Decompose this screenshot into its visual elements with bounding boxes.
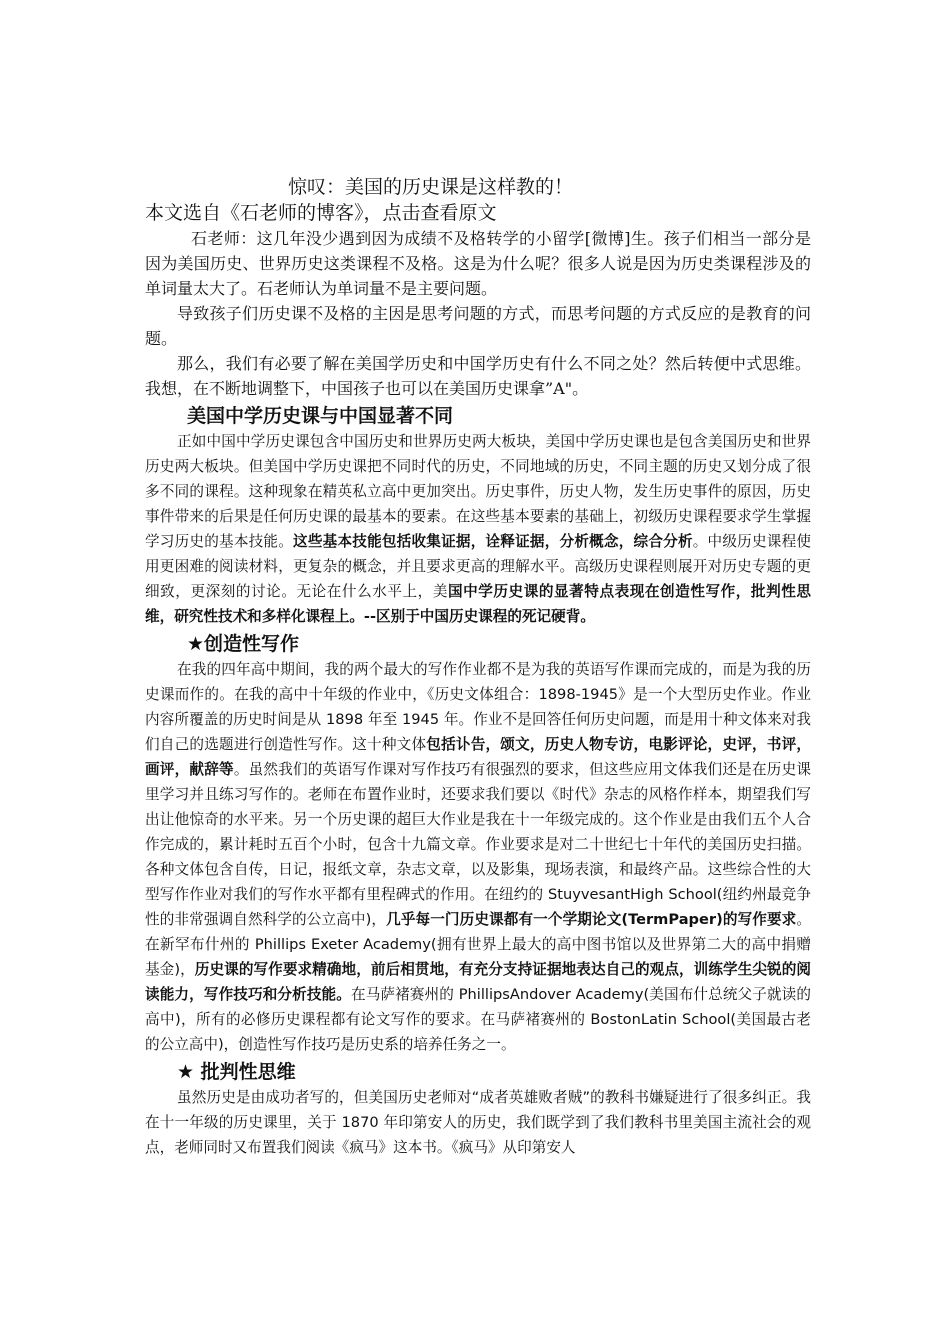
bold-text-run: 历史课的写作要求精确地，前后相贯地，有充分支持证据地表达自己的观点，训练学生尖锐的阅读能力，写作技巧和分析技能。 [145, 961, 811, 1003]
section-heading-creative-writing: ★创造性写作 [187, 633, 300, 655]
document-body [145, 174, 811, 1160]
intro-paragraph-2: 导致孩子们历史课不及格的主因是思考问题的方式，而思考问题的方式反应的是教育的问题。 [145, 304, 811, 348]
intro-paragraph-1: 石老师：这几年没少遇到因为成绩不及格转学的小留学[微博]生。孩子们相当一部分是因为美国历史、世界历史这类课程不及格。这是为什么呢？很多人说是因为历史类课程涉及的单词量太大了。石老师认为单词量不是主要问题。 [145, 229, 811, 298]
text-run: 正如中国中学历史课包含中国历史和世界历史两大板块，美国中学历史课也是包含美国历史和世界历史两大板块。但美国中学历史课把不同时代的历史，不同地域的历史，不同主题的历史又划分成了很多不同的课程。这种现象在精英私立高中更加突出。历史事件，历史人物，发生历史事件的原因，历史事件带来的后果是任何历史课的最基本的要素。在这些基本要素的基础上，初级历史课程要求学生掌握学习历史的基本技能。 [145, 433, 811, 550]
text-run: 在我的四年高中期间，我的两个最大的写作作业都不是为我的英语写作课而完成的，而是为我的历史课而作的。在我的高中十年级的作业中，《历史文体组合：1898-1945》是一个大型历史作业。作业内容所覆盖的历史时间是从 1898 年至 1945 年。作业不是回答任何历史问题，而是用十种文体来对我们自己的选题进行创造性写作。这十种文体 [145, 661, 811, 753]
text-run: 。在新罕布什州的 Phillips Exeter Academy(拥有世界上最大的高中图书馆以及世界第二大的高中捐赠基金)， [145, 911, 811, 978]
bold-text-run: 几乎每一门历史课都有一个学期论文(TermPaper)的写作要求 [386, 911, 797, 928]
section-creative-writing-paragraph [145, 657, 811, 1057]
section-differences-paragraph [145, 429, 811, 629]
bold-text-run: 国中学历史课的显著特点表现在创造性写作，批判性思维，研究性技术和多样化课程上。--区别于中国历史课程的死记硬背。 [145, 583, 811, 625]
intro-paragraph-3: 那么，我们有必要了解在美国学历史和中国学历史有什么不同之处？然后转便中式思维。我想，在不断地调整下，中国孩子也可以在美国历史课拿”A"。 [145, 354, 811, 398]
bold-text-run: 包括讣告，颂文，历史人物专访，电影评论，史评，书评，画评，献辞等 [145, 736, 811, 778]
section-critical-thinking-paragraph: 虽然历史是由成功者写的，但美国历史老师对“成者英雄败者贼”的教科书嫌疑进行了很多纠正。我在十一年级的历史课里，关于 1870 年印第安人的历史，我们既学到了我们教科书里美国主流社会的观点，老师同时又布置我们阅读《疯马》这本书。《疯马》从印第安人 [145, 1089, 811, 1156]
bold-text-run: 这些基本技能包括收集证据，诠释证据，分析概念，综合分析 [293, 533, 693, 550]
text-run: 。中级历史课程使用更困难的阅读材料，更复杂的概念，并且要求更高的理解水平。高级历史课程则展开对历史专题的更细致，更深刻的讨论。无论在什么水平上，美 [145, 533, 811, 600]
text-run: 在马萨褚赛州的 PhillipsAndover Academy(美国布什总统父子就读的高中)，所有的必修历史课程都有论文写作的要求。在马萨褚赛州的 BostonLatin School(美国最古老的公立高中)，创造性写作技巧是历史系的培养任务之一。 [145, 986, 811, 1053]
section-heading-critical-thinking: ★ 批判性思维 [177, 1061, 296, 1083]
document-title: 惊叹：美国的历史课是这样教的！ [288, 176, 574, 198]
text-run: 。虽然我们的英语写作课对写作技巧有很强烈的要求，但这些应用文体我们还是在历史课里学习并且练习写作的。老师在布置作业时，还要求我们要以《时代》杂志的风格作样本，期望我们写出让他惊奇的水平来。另一个历史课的超巨大作业是我在十一年级完成的。这个作业是由我们五个人合作完成的，累计耗时五百个小时，包含十九篇文章。作业要求是对二十世纪七十年代的美国历史扫描。各种文体包含自传，日记，报纸文章，杂志文章，以及影集，现场表演，和最终产品。这些综合性的大型写作作业对我们的写作水平都有里程碑式的作用。在纽约的 StuyvesantHigh School(纽约州最竞争性的非常强调自然科学的公立高中)， [145, 761, 811, 928]
section-heading-differences: 美国中学历史课与中国显著不同 [187, 405, 454, 427]
source-line: 本文选自《石老师的博客》，点击查看原文 [145, 202, 497, 224]
